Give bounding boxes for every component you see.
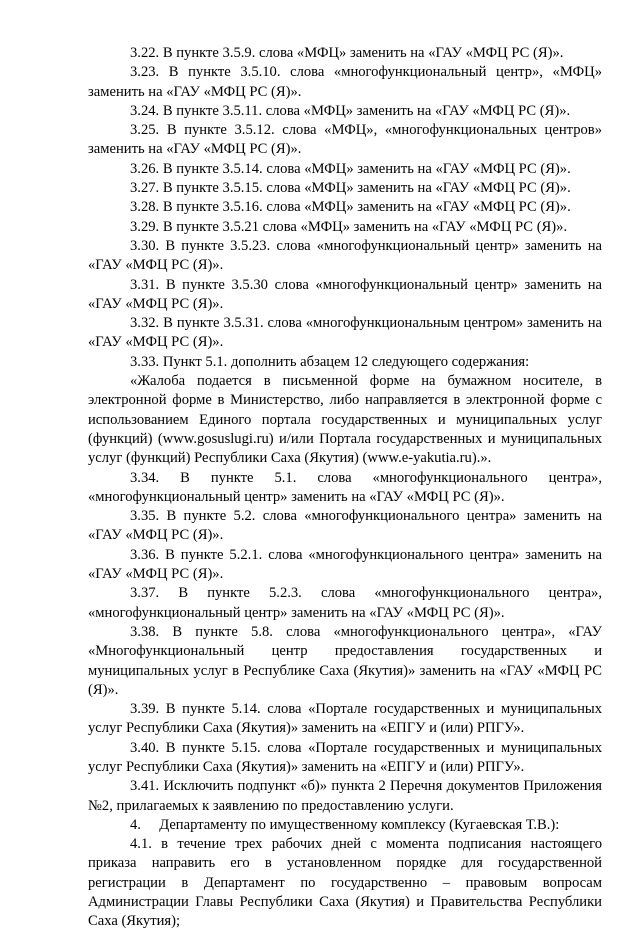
paragraph-3-32: 3.32. В пункте 3.5.31. слова «многофункциональным центром» заменить на «ГАУ «МФЦ РС (Я)».: [88, 315, 602, 351]
paragraph-3-34: 3.34. В пункте 5.1. слова «многофункционального центра», «многофункциональный центр» заменить на «ГАУ «МФЦ РС (Я)».: [88, 469, 602, 505]
paragraph-3-25: 3.25. В пункте 3.5.12. слова «МФЦ», «многофункциональных центров» заменить на «ГАУ «МФЦ РС (Я)».: [88, 122, 602, 158]
paragraph-3-40: 3.40. В пункте 5.15. слова «Портале государственных и муниципальных услуг Республики Саха (Якутия)» заменить на «ЕПГУ и (или) РПГУ».: [88, 739, 602, 775]
paragraph-3-24: 3.24. В пункте 3.5.11. слова «МФЦ» заменить на «ГАУ «МФЦ РС (Я)».: [130, 102, 571, 119]
paragraph-3-29: 3.29. В пункте 3.5.21 слова «МФЦ» заменить на «ГАУ «МФЦ РС (Я)».: [130, 218, 568, 235]
paragraph-4: 4. Департаменту по имущественному комплексу (Кугаевская Т.В.):: [130, 816, 560, 833]
paragraph-3-35: 3.35. В пункте 5.2. слова «многофункционального центра» заменить на «ГАУ «МФЦ РС (Я)».: [88, 508, 602, 544]
paragraph-3-38: 3.38. В пункте 5.8. слова «многофункционального центра», «ГАУ «Многофункциональный центр предоставления государственных и муниципальных услуг в Республике Саха (Якутия)» заменить на «ГАУ «МФЦ РС (Я)».: [88, 623, 602, 698]
paragraph-complaint-quote: «Жалоба подается в письменной форме на бумажном носителе, в электронной форме в Министерство, либо направляется в электронной форме с использованием Единого портала государственных и муниципальных услуг (функций) (www.gosuslugi.ru) и/или Портала государственных и муниципальных услуг (функций) Республики Саха (Якутия) (www.e-yakutia.ru).».: [88, 373, 602, 467]
paragraph-3-22: 3.22. В пункте 3.5.9. слова «МФЦ» заменить на «ГАУ «МФЦ РС (Я)».: [130, 45, 564, 61]
paragraph-3-36: 3.36. В пункте 5.2.1. слова «многофункционального центра» заменить на «ГАУ «МФЦ РС (Я)».: [88, 546, 602, 583]
paragraph-3-26: 3.26. В пункте 3.5.14. слова «МФЦ» заменить на «ГАУ «МФЦ РС (Я)».: [130, 160, 571, 177]
paragraph-3-37: 3.37. В пункте 5.2.3. слова «многофункционального центра», «многофункциональный центр» заменить на «ГАУ «МФЦ РС (Я)».: [88, 585, 602, 621]
paragraph-4-1: 4.1. в течение трех рабочих дней с момента подписания настоящего приказа направить его в установленном порядке для государственной регистрации в Департамент по государственно – правовым вопросам Администрации Главы Республики Саха (Якутия) и Правительства Республики Саха (Якутия);: [88, 836, 602, 930]
paragraph-3-27: 3.27. В пункте 3.5.15. слова «МФЦ» заменить на «ГАУ «МФЦ РС (Я)».: [130, 180, 571, 197]
paragraph-3-41: 3.41. Исключить подпункт «б)» пункта 2 Перечня документов Приложения №2, прилагаемых к заявлению по предоставлению услуги.: [88, 778, 602, 814]
paragraph-3-39: 3.39. В пункте 5.14. слова «Портале государственных и муниципальных услуг Республики Саха (Якутия)» заменить на «ЕПГУ и (или) РПГУ».: [88, 701, 602, 737]
paragraph-3-30: 3.30. В пункте 3.5.23. слова «многофункциональный центр» заменить на «ГАУ «МФЦ РС (Я)».: [88, 237, 602, 274]
document-body: [88, 44, 602, 932]
paragraph-3-23: 3.23. В пункте 3.5.10. слова «многофункциональный центр», «МФЦ» заменить на «ГАУ «МФЦ РС (Я)».: [88, 64, 602, 100]
paragraph-3-31: 3.31. В пункте 3.5.30 слова «многофункциональный центр» заменить на «ГАУ «МФЦ РС (Я)».: [88, 276, 602, 312]
paragraph-3-28: 3.28. В пункте 3.5.16. слова «МФЦ» заменить на «ГАУ «МФЦ РС (Я)».: [130, 199, 571, 216]
paragraph-3-33: 3.33. Пункт 5.1. дополнить абзацем 12 следующего содержания:: [130, 353, 530, 370]
